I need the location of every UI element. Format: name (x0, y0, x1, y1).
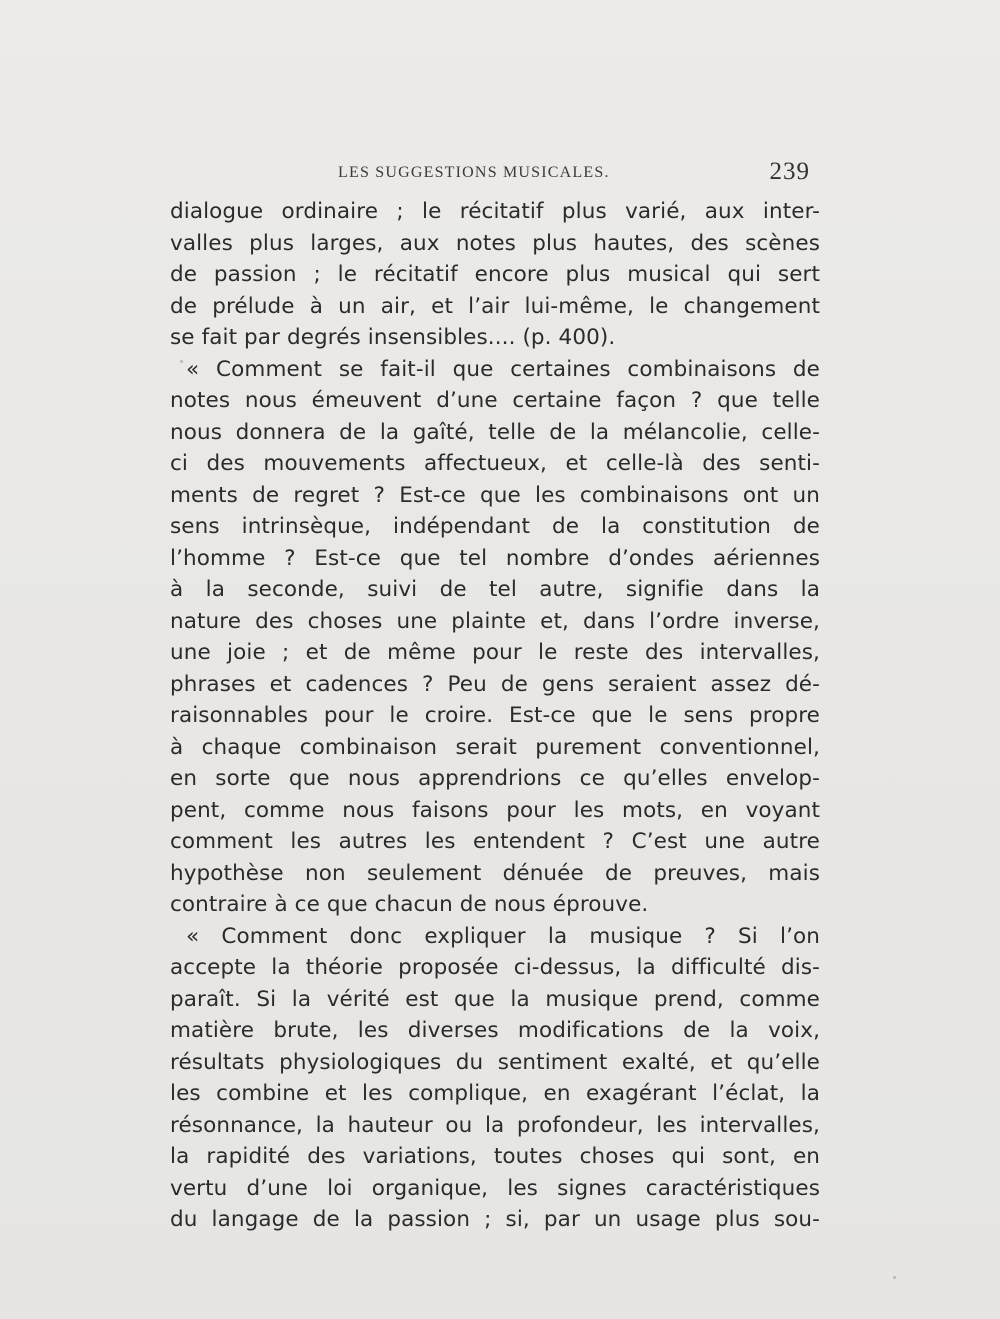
text-line: en sorte que nous apprendrions ce qu’elles envelop- (170, 766, 820, 791)
text-line: la rapidité des variations, toutes choses qui sont, en (170, 1144, 820, 1169)
text-line: se fait par degrés insensibles.... (p. 400). (170, 325, 616, 350)
text-line: de prélude à un air, et l’air lui-même, le changement (170, 293, 820, 319)
text-line: comment les autres les entendent ? C’est une autre (170, 829, 820, 854)
text-line: sens intrinsèque, indépendant de la constitution de (170, 514, 820, 539)
text-line: de passion ; le récitatif encore plus musical qui sert (170, 262, 820, 287)
text-line: résultats physiologiques du sentiment exalté, et qu’elle (170, 1049, 820, 1075)
text-line: « Comment se fait-il que certaines combinaisons de (186, 356, 820, 382)
text-line: pent, comme nous faisons pour les mots, en voyant (170, 797, 820, 823)
running-title: LES SUGGESTIONS MUSICALES. (338, 164, 610, 181)
text-line: accepte la théorie proposée ci-dessus, la difficulté dis- (170, 955, 820, 980)
text-line: du langage de la passion ; si, par un usage plus sou- (170, 1207, 820, 1232)
text-line: contraire à ce que chacun de nous éprouve. (170, 892, 649, 917)
text-line: résonnance, la hauteur ou la profondeur, les intervalles, (170, 1112, 820, 1138)
text-line: phrases et cadences ? Peu de gens seraient assez dé- (170, 671, 820, 697)
body-text (170, 196, 820, 1236)
text-line: nous donnera de la gaîté, telle de la mélancolie, celle- (170, 419, 820, 445)
running-head (338, 160, 818, 190)
text-line: ments de regret ? Est-ce que les combinaisons ont un (170, 482, 820, 508)
text-line: valles plus larges, aux notes plus hautes, des scènes (170, 230, 820, 256)
text-line: raisonnables pour le croire. Est-ce que le sens propre (170, 703, 820, 728)
text-line: dialogue ordinaire ; le récitatif plus varié, aux inter- (170, 199, 820, 224)
text-line: nature des choses une plainte et, dans l’ordre inverse, (170, 608, 820, 634)
text-line: vertu d’une loi organique, les signes caractéristiques (170, 1175, 820, 1201)
text-line: à la seconde, suivi de tel autre, signifie dans la (170, 577, 820, 602)
paper-speck (893, 1276, 896, 1279)
text-line: matière brute, les diverses modifications de la voix, (170, 1018, 820, 1043)
text-line: à chaque combinaison serait purement conventionnel, (170, 734, 820, 760)
page-number: 239 (769, 158, 810, 185)
text-line: l’homme ? Est-ce que tel nombre d’ondes aériennes (170, 545, 820, 571)
text-line: ci des mouvements affectueux, et celle-là des senti- (170, 451, 820, 476)
paper-speck (180, 360, 183, 363)
text-line: les combine et les complique, en exagérant l’éclat, la (170, 1081, 820, 1106)
text-line: hypothèse non seulement dénuée de preuves, mais (170, 860, 820, 886)
text-line: paraît. Si la vérité est que la musique prend, comme (170, 986, 820, 1012)
text-line: une joie ; et de même pour le reste des intervalles, (170, 640, 820, 665)
text-line: notes nous émeuvent d’une certaine façon ? que telle (170, 388, 820, 413)
text-line: « Comment donc expliquer la musique ? Si l’on (186, 923, 820, 949)
